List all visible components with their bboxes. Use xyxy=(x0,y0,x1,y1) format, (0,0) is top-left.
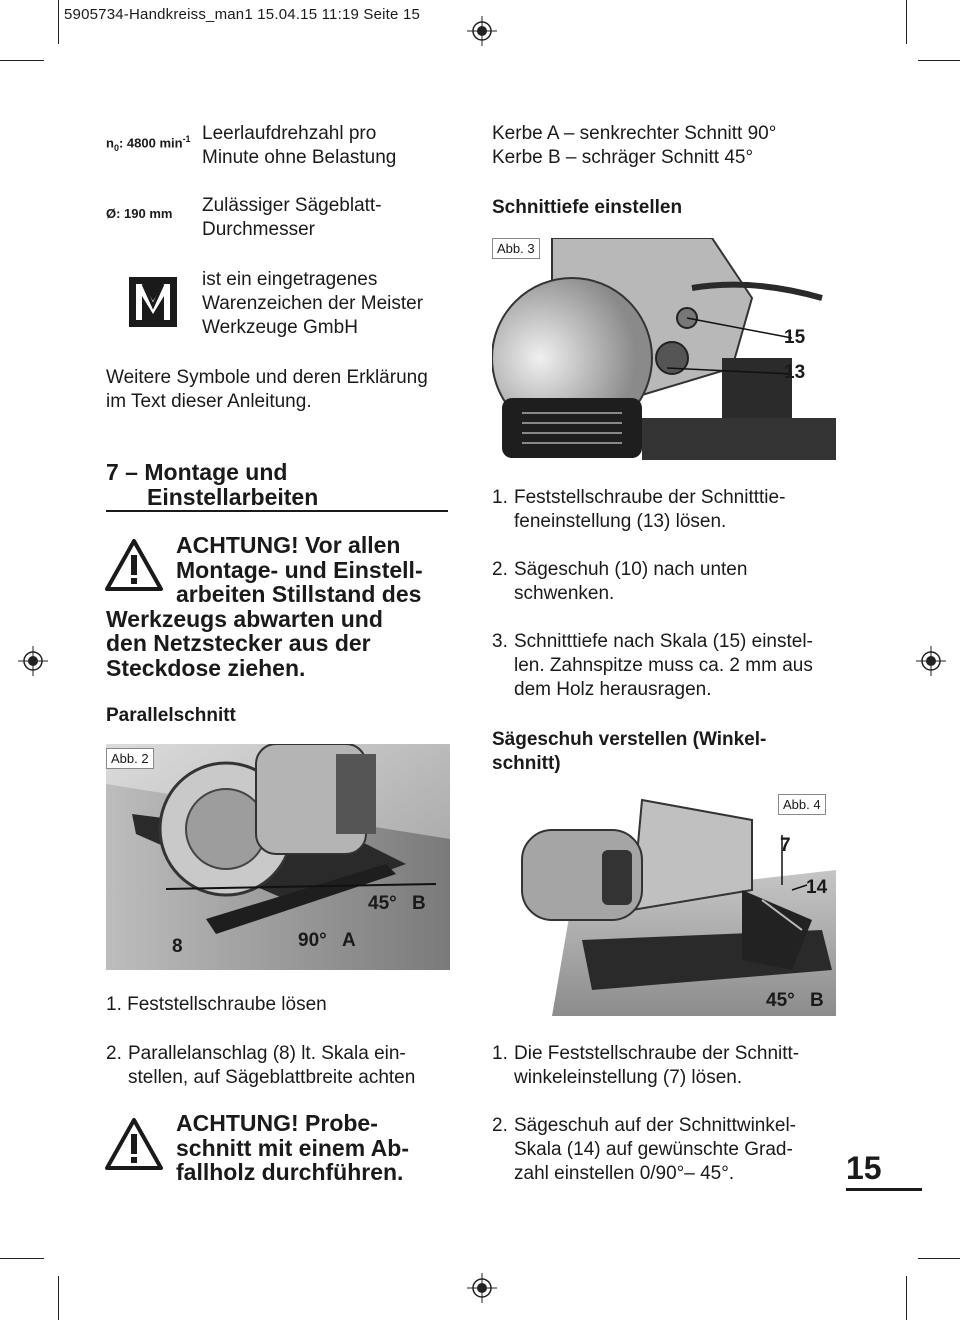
warning-disconnect-text: ACHTUNG! Vor allen Montage- und Einstell- arbeiten Stillstand des Werkzeugs abwarten und den Netzstecker aus der Steckdose ziehen. xyxy=(106,532,423,681)
section-title-rule xyxy=(106,510,448,512)
angle-step: 2. Sägeschuh auf der Schnittwinkel- Skala (14) auf gewünschte Grad- zahl einstellen 0/90°– 45°. xyxy=(492,1115,796,1184)
figure-3-callout-13: 13 xyxy=(784,362,806,383)
diameter-symbol-label: Ø: 190 mm xyxy=(106,206,173,221)
crop-mark-top-left-h xyxy=(0,60,44,61)
warning-triangle-icon xyxy=(104,1117,164,1171)
figure-4-callout-45: 45° xyxy=(766,990,795,1011)
depth-step: 1. Feststellschraube der Schnitttie- feneinstellung (13) lösen. xyxy=(492,487,786,532)
figure-3-photo xyxy=(492,238,836,460)
parallel-step-2: 2. Parallelanschlag (8) lt. Skala ein- stellen, auf Sägeblattbreite achten xyxy=(106,1043,416,1088)
figure-3-label: Abb. 3 xyxy=(492,238,540,259)
figure-4-callout-14: 14 xyxy=(806,877,828,898)
angle-step: 1. Die Feststellschraube der Schnitt- winkeleinstellung (7) lösen. xyxy=(492,1043,800,1088)
figure-4-callout-7: 7 xyxy=(780,835,791,856)
crop-mark-bottom-left-h xyxy=(0,1258,44,1259)
figure-4-label: Abb. 4 xyxy=(778,794,826,815)
trademark-description: ist ein eingetragenes Warenzeichen der Meister Werkzeuge GmbH xyxy=(202,269,424,338)
crop-mark-bottom-right-h xyxy=(918,1258,960,1259)
figure-2-label: Abb. 2 xyxy=(106,748,154,769)
figure-4-photo xyxy=(492,790,836,1016)
angle-steps-list xyxy=(492,1042,842,1186)
depth-steps-list xyxy=(492,486,842,702)
crop-mark-top-right-v xyxy=(906,0,907,44)
figure-4-callout-b: B xyxy=(810,990,824,1011)
speed-symbol-label: $n_0$: 4800 $\min^{-1}$ xyxy=(106,134,191,153)
notch-legend: Kerbe A – senkrechter Schnitt 90° Kerbe B – schräger Schnitt 45° xyxy=(492,123,777,168)
figure-2-callout-45: 45° xyxy=(368,893,397,914)
crop-mark-bottom-left-v xyxy=(58,1276,59,1320)
parallel-cut-heading: Parallelschnitt xyxy=(106,705,236,726)
page-number: 15 xyxy=(846,1150,882,1186)
crop-mark-top-left-v xyxy=(58,0,59,44)
registration-mark-top-icon xyxy=(467,16,497,46)
figure-2-callout-90: 90° xyxy=(298,930,327,951)
depth-step: 2. Sägeschuh (10) nach unten schwenken. xyxy=(492,559,748,604)
parallel-step-1: 1. Feststellschraube lösen xyxy=(106,994,327,1015)
depth-heading: Schnittiefe einstellen xyxy=(492,197,683,218)
crop-mark-bottom-right-v xyxy=(906,1276,907,1320)
registration-mark-bottom-icon xyxy=(467,1273,497,1303)
angle-heading: Sägeschuh verstellen (Winkel- schnitt) xyxy=(492,729,767,774)
meister-logo-icon xyxy=(128,276,178,328)
section-7-title: 7 – Montage und Einstellarbeiten xyxy=(106,459,319,510)
figure-2-callout-a: A xyxy=(342,930,356,951)
depth-step: 3. Schnitttiefe nach Skala (15) einstel- len. Zahnspitze muss ca. 2 mm aus dem Holz herausragen. xyxy=(492,631,813,700)
crop-mark-top-right-h xyxy=(918,60,960,61)
figure-2-photo xyxy=(106,744,450,970)
figure-2-callout-8: 8 xyxy=(172,936,183,957)
speed-symbol-description: Leerlaufdrehzahl pro Minute ohne Belastung xyxy=(202,123,397,168)
diameter-symbol-description: Zulässiger Sägeblatt- Durchmesser xyxy=(202,195,382,240)
page-number-rule xyxy=(846,1188,922,1191)
registration-mark-left-icon xyxy=(18,646,48,676)
more-symbols-note: Weitere Symbole und deren Erklärung im Text dieser Anleitung. xyxy=(106,367,428,412)
warning-test-cut-text: ACHTUNG! Probe- schnitt mit einem Ab- fallholz durchführen. xyxy=(176,1110,409,1185)
figure-2-callout-b: B xyxy=(412,893,426,914)
figure-3-callout-15: 15 xyxy=(784,327,806,348)
print-header: 5905734-Handkreiss_man1 15.04.15 11:19 Seite 15 xyxy=(64,6,421,23)
registration-mark-right-icon xyxy=(916,646,946,676)
